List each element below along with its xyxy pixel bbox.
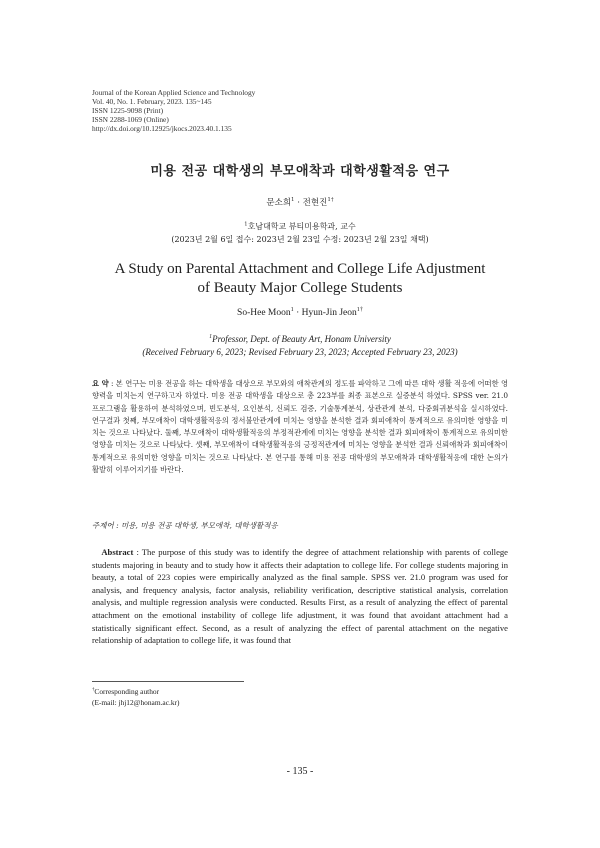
korean-author-2: 전현진 [302,198,328,208]
korean-title: 미용 전공 대학생의 부모애착과 대학생활적응 연구 [150,164,450,179]
author-separator: · [297,198,300,208]
english-dates: (Received February 6, 2023; Revised February 23, 2023; Accepted February 23, 2023) [142,347,458,357]
english-author-2: Hyun-Jin Jeon [301,308,357,318]
page-number: - 135 - [286,766,314,777]
english-affiliation-block [0,333,600,359]
english-title-line-2: of Beauty Major College Students [197,280,403,296]
korean-abstract-label: 요 약 [92,379,109,388]
doi-link[interactable]: http://dx.doi.org/10.12925/jkocs.2023.40.1.135 [92,124,232,133]
english-title [0,260,600,298]
author-email: (E-mail: jhj12@honam.ac.kr) [92,698,180,707]
korean-author-1-sup: 1 [291,197,295,204]
korean-affiliation-block [0,220,600,246]
korean-author-2-sup: 1† [327,197,334,204]
footnote-divider [92,681,244,682]
footnote [92,686,179,708]
korean-author-1: 문소희 [266,198,292,208]
issn-online: ISSN 2288-1069 (Online) [92,115,169,124]
english-abstract-text: : The purpose of this study was to identify the degree of attachment relationship with parents of college students majoring in beauty and to study how it affects their adaptation to college life. For college students majoring in beauty, a total of 223 copies were empirically analyzed as the final sample. SPSS ver. 21.0 program was used for analysis, and frequency analysis, factor analysis, reliability verification, descriptive statistical analysis, correlation analysis, and multiple regression analysis were conducted. Results First, as a result of analyzing the effect of parental attachment on the emotional instability of college life adjustment, it was found that avoidant attachment had a statistically significant effect. Second, as a result of analyzing the effect of parental attachment on the negative relationship of adaptation to college life, it was found that [92,547,508,646]
korean-abstract-text: : 본 연구는 미용 전공을 하는 대학생을 대상으로 부모와의 애착관계의 정도를 파악하고 그에 따른 대학 생활 적응에 어떠한 영향력을 미치는지 연구하고자 하였다. 미용 전공 대학생을 대상으로 총 223부를 최종 표본으로 실증분석 하였다. SPSS ver. 21.0 프로그램을 활용하여 분석하였으며, 빈도분석, 요인분석, 신뢰도 검증, 기술통계분석, 상관관계 분석, 다중회귀분석을 실시하였다. 연구결과 첫째, 부모애착이 대학생활적응의 정서불안관계에 미치는 영향을 분석한 결과 회피애착이 통계적으로 유의미한 영향을 미치는 것으로 나타났다. 둘째, 부모애착이 대학생활적응의 부정적관계에 미치는 영향을 분석한 결과 회피애착이 통계적으로 유의미한 영향을 미치는 것으로 나타났다. 셋째, 부모애착이 대학생활적응의 긍정적관계에 미치는 영향을 분석한 결과 신뢰애착과 회피애착이 통계적으로 유의미한 영향을 미치는 것으로 나타났다. 본 연구를 통해 미용 전공 대학생의 부모애착과 대학생활적응에 대한 논의가 활발히 이루어지기를 바란다. [92,379,509,475]
korean-dates: (2023년 2월 6일 접수: 2023년 2월 23일 수정: 2023년 2월 23일 채택) [171,235,429,244]
korean-abstract [92,378,508,476]
korean-keywords: 주제어 : 미용, 미용 전공 대학생, 부모애착, 대학생활적응 [92,521,278,530]
journal-volume: Vol. 40, No. 1. February, 2023. 135~145 [92,97,212,106]
english-author-separator: · [296,308,300,318]
korean-authors [0,196,600,208]
english-authors [0,308,600,318]
english-author-2-sup: 1† [356,306,363,313]
korean-affiliation: 호남대학교 뷰티미용학과, 교수 [247,222,356,231]
korean-affil-sup: 1 [244,221,248,228]
english-affiliation: Professor, Dept. of Beauty Art, Honam University [212,334,391,344]
journal-meta [92,88,255,133]
issn-print: ISSN 1225-9098 (Print) [92,106,164,115]
journal-name: Journal of the Korean Applied Science and Technology [92,88,256,97]
english-abstract [92,546,508,647]
english-affil-sup: 1 [209,334,213,340]
english-title-line-1: A Study on Parental Attachment and College Life Adjustment [114,261,486,277]
dagger-mark: † [92,687,95,693]
english-author-1: So-Hee Moon [237,308,291,318]
english-abstract-label: Abstract [101,547,134,557]
corresponding-author: Corresponding author [94,687,160,696]
english-author-1-sup: 1 [290,306,294,313]
